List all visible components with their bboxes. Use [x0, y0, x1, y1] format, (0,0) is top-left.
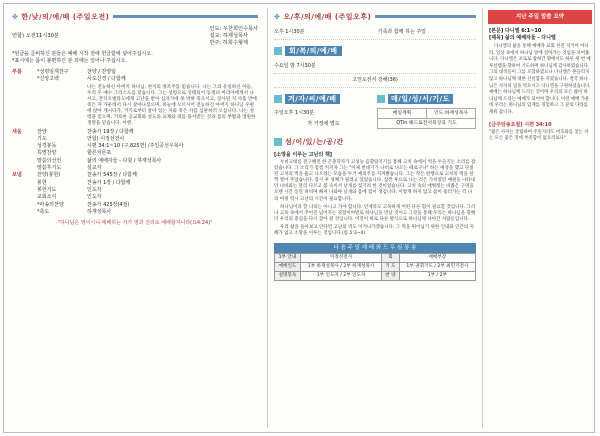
worship-roles: [210, 26, 259, 47]
sermon-close: 우리 삶을 돌아보고 안다면 고난의 벽도 이겨나가겠습니다. 그 벽을 뛰어넘기 위한 인내와 인간의 지혜가 없고 소망을 이루는 것입니다.(롬 5:3~4): [274, 224, 474, 237]
order-row: 기도 연합) 이정선전사: [37, 135, 125, 142]
wednesday-row: 수요일 밤 7시30분: [274, 60, 476, 74]
star-icon: ✤: [12, 12, 19, 21]
square-icon: [274, 47, 282, 55]
order-row: 봉헌 찬송가 1장 / 다함께: [37, 179, 131, 186]
memory-verse-text: "젊은 사자는 궁핍하여 주릴지라도 여호와를 찾는 자는 모든 좋은 것에 부족함이 없으리로다": [489, 129, 589, 141]
section-title-sermon: 섬/이/있/는/공/간: [274, 135, 476, 148]
order-row: 부름 *성령임재찬구 찬양 / 찬양팀: [12, 69, 117, 75]
worship-header: [12, 26, 258, 47]
order-row: 새움 찬양 찬송가 19장 / 다함께: [12, 128, 134, 135]
summary-header: 지난 주일 말씀 요약: [488, 10, 592, 24]
order-row: 성경봉독 시편 34:1~10 (구,825면) /주인공선우목사: [37, 143, 184, 150]
sermon-body: 누비고대를 전구해진 한 곤충학자가 고성능 음향탐지기를 통해 고치 속에서 벽을 두들기는 소리를 잡았습니다. 그 소리가 점점 커지자 그는 "이제 번데기가 나비로 나오는 때로구나" 하는 예상을 했고 단절된 고치의 벽을 뚫고 나오려는 모습을 두거 예의주를 지켜봤습니다. 그는 작은 헌행으로 고치의 벽을 살짝 찢어 주었습니다. 잠시 후 성체가 될려고 있었습니다. 잠깐 후으로 나는 것은 가치였던 예원을 나타내던 나비와는 달리 다르고 불 숙이서 날개를 젖기려 한 것이었습니다. 고치 속의 애벌레는 비좁은 구멍을 오랜 시간 동안 비비며 빠져 나와야 날개와 몸에 힘이 생깁니다. 이렇게 하지 않고 몸이 흘러가는 각 나의 여정 역시 고난의 시간이 필요합니다.: [274, 160, 476, 202]
role-preacher: 설교: 하재성목사: [209, 33, 248, 39]
summary-body: 다니엘의 삶을 통해 예배자 교회 선진 지키어 아니라, 일상 속에서 하나님 앞에 살아가는 것임을 보여줍니다. 다니엘은 포로로 잡혀간 땅에서도 하루 세 번 예루살렘을 향하여 기도하며 하나님께 감사하였습니다. 그의 대적들이 그를 모함하였으나 다니엘은 흔들리지 않고 하나님께 대한 신실함을 지켰습니다. 결국 하나님은 사자의 입을 막으시고 다니엘을 구원하셨습니다. 예배는 하나님께 드리는 것이며 우리의 모든 삶이 하나님께 드리는 예배가 되어야 합니다. 이런 예배 가운데 우리는 하나님의 임재를 경험하고 그 분의 나라를 세워 갑니다.: [489, 44, 591, 115]
table-row: 예배인도 1부 하재성목사 / 2부 하재성목사 기 도 1부 권휘기도 / 2부 최민기전사: [275, 263, 476, 272]
order-row: 교회소식 인도자: [37, 194, 102, 201]
role-leader: 인도: 우찬희인수목사: [209, 26, 258, 32]
order-row: *신앙고백 사도신경 / 다함께: [37, 76, 126, 83]
next-week-table: [274, 253, 476, 281]
closing-verse: "하나님은 영이시니 예배하는 자가 영과 진리로 예배할지니라(요4:24)": [57, 220, 213, 227]
afternoon-row: 오후 1시30분 가족과 함께 하는 주일: [274, 26, 476, 40]
title-rule: [113, 15, 258, 18]
sermon-body-2: 하나님이라 할 나의는 아니고 가야 합니다. 언제라도 고독하게 어떤 다른 힘이 필요할 것입니다. 그러나 고독 속에서 주어진 넘어지는 경험이야말로 하나님을 만날 것이고 그것을 통해 우리는 하나님을 향해 더 우리의 중심을 다시 찾아 갈 것입니다. 이것이 바로 다른 방식으로 하나님께 나아간 사람들입니다.: [274, 204, 476, 222]
section-title-daily: 매/일/성/서/기/도: [377, 92, 476, 105]
column-other-services: [270, 4, 480, 433]
square-icon: [377, 95, 385, 103]
order-row: *파송의찬양 찬송가 425장(4절): [37, 201, 130, 208]
order-row: 말씀후기도 설교자: [37, 165, 102, 172]
order-row: 봉헌기도 인도자: [37, 186, 102, 193]
summary-title: [제목] 삶의 예배자들 - 다니엘: [489, 35, 556, 41]
table-row: 1부 안내 이정선전사 회 예배부장: [275, 254, 476, 263]
sermon-heading: [소망을 이루는 고난의 책]: [274, 152, 333, 158]
summary-text-ref: [본문] 다니엘 6:1~10: [489, 28, 542, 34]
title-rule: [375, 15, 476, 18]
small-services: 겨/자/씨/예/배 주일오후 1시30분 각 가정에 별도 매/일/성/서/기/도 매일계획 인도:하재성목사 QTin 헤드로전서묵상과 기도: [274, 92, 476, 130]
table-row: 설명봉독 1부 인도자 / 2부 인도자 찬 양 1부 / 2부: [275, 272, 476, 281]
worship-order: [12, 69, 258, 216]
order-row: *축도 하재성목사: [37, 208, 112, 215]
wednesday-desc: 고린도전서 강해(36): [274, 74, 476, 88]
section-title-wednesday: 회/복/의/예/배: [274, 44, 476, 57]
star-icon: ✤: [274, 12, 281, 21]
order-row: 말씀의선언 삶의 예배자들 - 다윗 / 하재성목사: [37, 157, 162, 164]
column-divider: [267, 8, 268, 428]
section-title-afternoon: ✤ 오/후/의/예/배 (주일오후): [274, 10, 476, 23]
bulletin-sheet: [3, 3, 595, 433]
order-row: 특별찬양 할른치몬포: [37, 150, 112, 157]
worship-time: 연합) 오전11시30분: [12, 33, 59, 39]
square-icon: [274, 95, 282, 103]
worship-notes: *된글을 준비하신 분들은 예배 시작 전에 헌금함에 넣어주십시오. *표시에는 몸이 불편하신 분 외에는 일어나 주십시오.: [12, 51, 153, 64]
memory-verse-ref: [금주암송요절] 시편 34:10: [489, 121, 552, 128]
next-week-header: 다 음 주 일 예 배 와 드 우 심 봉 송: [274, 243, 476, 253]
role-accompanist: 반주: 하희수형제: [209, 40, 248, 46]
section-title-morning: ✤ 한/낮/의/예/배 (주일오전): [12, 10, 258, 23]
column-divider: [482, 8, 483, 428]
section-title-mustard: 겨/자/씨/예/배: [274, 92, 373, 105]
column-sermon-summary: [484, 4, 595, 433]
apostles-creed-text: 나는 전능하신 아버지 하나님, 천지의 창조주를 믿습니다. 나는 그의 유일하신 아들, 우리 주 예수 그리스도를 믿습니다. 그는 성령으로 잉태되어 동정녀 마리아에게서 나시고, 본디오빌라도에게 고난을 받아 십자가에 못 박혀 죽으시고, 장사된 지 사흘 만에 죽은 자 가운데서 다시 살아나셨으며, 하늘에 오르시어 전능하신 아버지 하나님 우편에 앉아 계시다가, 거기로부터 살아 있는 자와 죽은 자를 심판하러 오십니다. 나는 성령을 믿으며, 거룩한 공교회와 성도의 교제와 죄를 용서받는 것과 몸의 부활과 영원한 생명을 믿습니다. 아멘.: [87, 84, 257, 126]
column-morning-worship: [4, 4, 266, 433]
square-icon: [274, 138, 282, 146]
order-row: 보냄 찬양(봉헌) 찬송가 545장 / 다함께: [12, 172, 137, 179]
